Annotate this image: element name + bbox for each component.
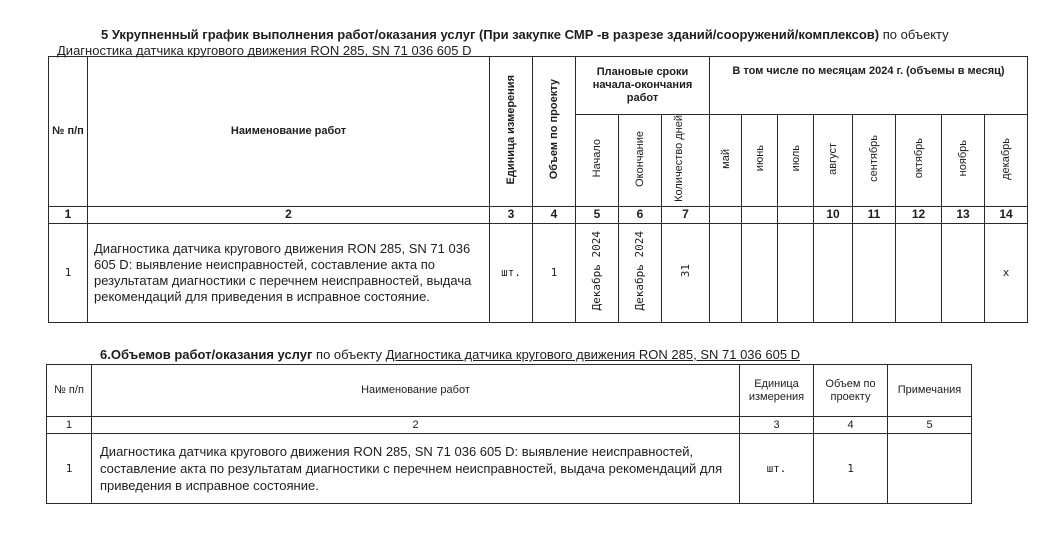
col-num: 5 [888, 417, 972, 434]
col-num: 7 [662, 206, 710, 223]
row-start-text: Декабрь 2024 [590, 231, 603, 311]
row-month-oct [896, 223, 942, 322]
col-num: 4 [533, 206, 576, 223]
col-num: 14 [985, 206, 1028, 223]
header-end-text: Окончание [634, 130, 646, 187]
row-days [662, 223, 710, 322]
section5-object-name: Диагностика датчика кругового движения RON 285, SN 71 036 605 D [57, 43, 472, 58]
v-header-unit: Единица измерения [740, 365, 814, 417]
header-month-jun [742, 115, 778, 207]
month-aug-text: август [827, 142, 839, 175]
schedule-table [48, 56, 1028, 323]
header-volume-text: Объем по проекту [548, 79, 560, 180]
header-unit-text: Единица измерения [505, 74, 517, 185]
header-unit [490, 57, 533, 207]
row-days-text: 31 [678, 264, 692, 278]
v-header-num: № п/п [47, 365, 92, 417]
col-num [742, 206, 778, 223]
col-num: 11 [853, 206, 896, 223]
row-end-text: Декабрь 2024 [633, 231, 646, 311]
col-num: 5 [576, 206, 619, 223]
col-num: 3 [490, 206, 533, 223]
section6-title-main: 6.Объемов работ/оказания услуг [100, 347, 313, 362]
section5-title [57, 27, 1017, 59]
month-jul-text: июль [789, 145, 802, 172]
col-num: 2 [92, 417, 740, 434]
v-row-work-name: Диагностика датчика кругового движения RON 285, SN 71 036 605 D: выявление неисправностей, составление акта по результатам диагностики с перечнем неисправностей, выдача рекомендаций для приведения в исправное состояние. [92, 434, 740, 504]
month-jun-text: июнь [753, 145, 766, 172]
header-start [576, 115, 619, 207]
col-num: 4 [814, 417, 888, 434]
header-month-sep [853, 115, 896, 207]
schedule-header-row-1 [49, 57, 1028, 115]
month-may-text: май [719, 148, 732, 169]
header-num: № п/п [49, 57, 88, 207]
month-sep-text: сентябрь [868, 135, 880, 182]
v-header-notes: Примечания [888, 365, 972, 417]
row-num: 1 [49, 223, 88, 322]
v-row-volume: 1 [814, 434, 888, 504]
section5-title-suffix: по объекту [882, 27, 949, 42]
col-num: 2 [88, 206, 490, 223]
header-month-aug [814, 115, 853, 207]
header-planned-dates: Плановые сроки начала-окончания работ [576, 57, 710, 115]
section6-title-suffix: по объекту [316, 347, 382, 362]
col-num: 1 [49, 206, 88, 223]
header-month-may [710, 115, 742, 207]
header-start-text: Начало [591, 139, 603, 178]
row-work-name: Диагностика датчика кругового движения RON 285, SN 71 036 605 D: выявление неисправностей, составление акта по результатам диагностики с перечнем неисправностей, выдача рекомендаций для приведения в исправное состояние. [88, 223, 490, 322]
header-month-dec [985, 115, 1028, 207]
col-num: 3 [740, 417, 814, 434]
header-volume [533, 57, 576, 207]
col-num [710, 206, 742, 223]
header-name: Наименование работ [88, 57, 490, 207]
col-num [778, 206, 814, 223]
header-end [619, 115, 662, 207]
header-month-jul [778, 115, 814, 207]
col-num: 6 [619, 206, 662, 223]
volumes-table [46, 364, 972, 504]
section6-object-name: Диагностика датчика кругового движения RON 285, SN 71 036 605 D [385, 347, 801, 362]
row-month-nov [942, 223, 985, 322]
volumes-column-numbers [47, 417, 972, 434]
month-dec-text: декабрь [1000, 137, 1012, 180]
header-month-oct [896, 115, 942, 207]
section5-title-main: 5 Укрупненный график выполнения работ/оказания услуг (При закупке СМР -в разрезе зданий/сооружений/комплексов) [101, 27, 880, 42]
header-months-group: В том числе по месяцам 2024 г. (объемы в месяц) [710, 57, 1028, 115]
section6-title [100, 347, 800, 363]
table-row [47, 434, 972, 504]
row-month-may [710, 223, 742, 322]
row-month-jun [742, 223, 778, 322]
col-num: 12 [896, 206, 942, 223]
row-unit: шт. [490, 223, 533, 322]
row-month-dec: x [985, 223, 1028, 322]
header-days-text: Количество дней [672, 115, 685, 202]
month-oct-text: октябрь [912, 138, 925, 179]
header-month-nov [942, 115, 985, 207]
v-header-name: Наименование работ [92, 365, 740, 417]
schedule-column-numbers [49, 206, 1028, 223]
row-start [576, 223, 619, 322]
header-days [662, 115, 710, 207]
v-row-unit: шт. [740, 434, 814, 504]
row-month-aug [814, 223, 853, 322]
row-volume: 1 [533, 223, 576, 322]
month-nov-text: ноябрь [957, 140, 969, 177]
v-row-notes [888, 434, 972, 504]
col-num: 1 [47, 417, 92, 434]
row-end [619, 223, 662, 322]
table-row [49, 223, 1028, 322]
col-num: 10 [814, 206, 853, 223]
row-month-jul [778, 223, 814, 322]
v-header-volume: Объем по проекту [814, 365, 888, 417]
v-row-num: 1 [47, 434, 92, 504]
volumes-header-row [47, 365, 972, 417]
col-num: 13 [942, 206, 985, 223]
row-month-sep [853, 223, 896, 322]
